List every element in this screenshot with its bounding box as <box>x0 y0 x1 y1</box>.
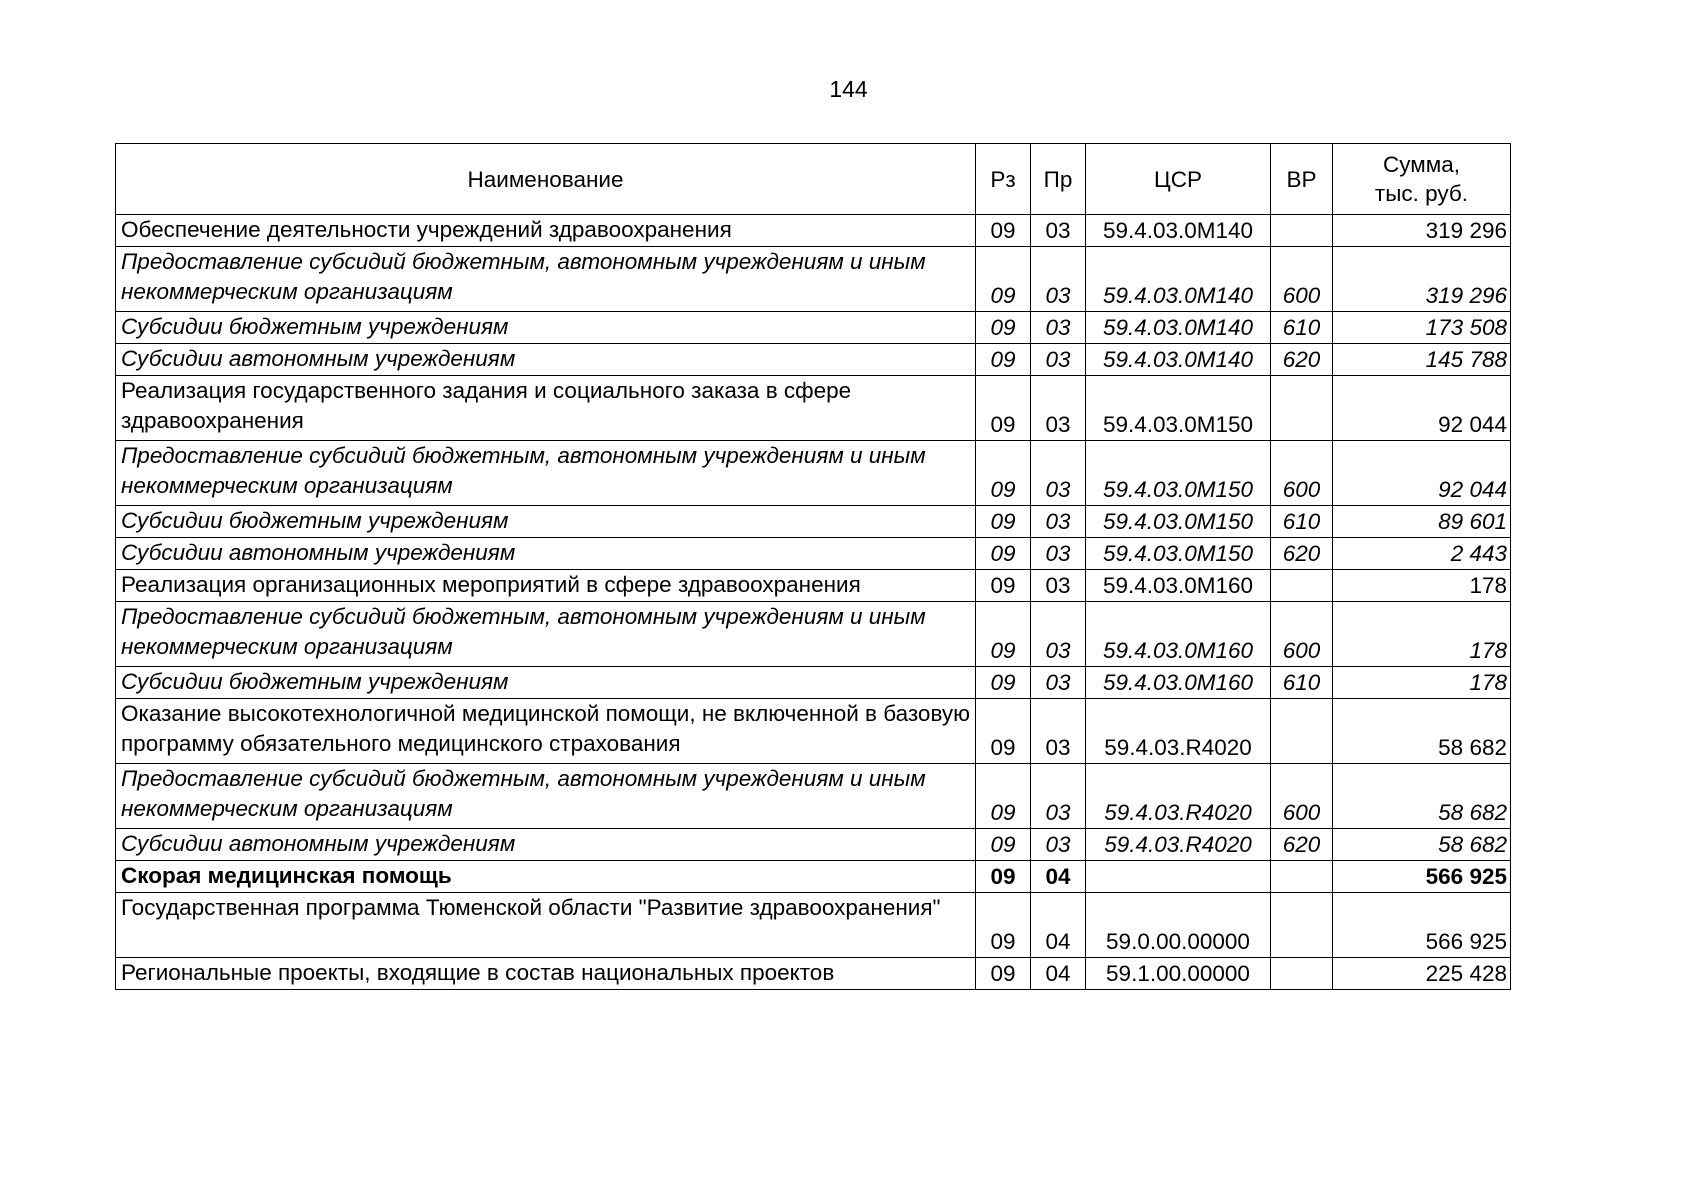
cell-csr: 59.4.03.0М150 <box>1086 441 1271 506</box>
cell-name: Субсидии бюджетным учреждениям <box>116 312 976 344</box>
cell-csr: 59.4.03.0М150 <box>1086 376 1271 441</box>
header-pr: Пр <box>1031 144 1086 215</box>
cell-pr: 03 <box>1031 506 1086 538</box>
cell-name: Субсидии бюджетным учреждениям <box>116 506 976 538</box>
cell-sum: 145 788 <box>1333 344 1511 376</box>
cell-sum: 319 296 <box>1333 247 1511 312</box>
cell-vr <box>1271 861 1333 893</box>
cell-rz: 09 <box>976 667 1031 699</box>
cell-pr: 03 <box>1031 667 1086 699</box>
table-row <box>116 376 1511 441</box>
table-row <box>116 764 1511 829</box>
cell-vr <box>1271 699 1333 764</box>
cell-pr: 03 <box>1031 570 1086 602</box>
cell-vr: 600 <box>1271 764 1333 829</box>
cell-pr: 04 <box>1031 893 1086 958</box>
cell-name: Субсидии автономным учреждениям <box>116 829 976 861</box>
table-row <box>116 667 1511 699</box>
header-sum-line1: Сумма, <box>1383 152 1460 177</box>
cell-pr: 03 <box>1031 602 1086 667</box>
cell-vr <box>1271 376 1333 441</box>
cell-sum: 319 296 <box>1333 215 1511 247</box>
cell-sum: 2 443 <box>1333 538 1511 570</box>
cell-csr: 59.4.03.0М140 <box>1086 312 1271 344</box>
table-row <box>116 312 1511 344</box>
cell-csr: 59.4.03.R4020 <box>1086 764 1271 829</box>
cell-pr: 03 <box>1031 376 1086 441</box>
cell-sum: 58 682 <box>1333 764 1511 829</box>
cell-name: Государственная программа Тюменской области "Развитие здравоохранения" <box>116 893 976 958</box>
table-row <box>116 538 1511 570</box>
cell-pr: 03 <box>1031 344 1086 376</box>
cell-pr: 03 <box>1031 829 1086 861</box>
cell-sum: 178 <box>1333 570 1511 602</box>
cell-pr: 04 <box>1031 958 1086 990</box>
table-row <box>116 699 1511 764</box>
cell-pr: 03 <box>1031 699 1086 764</box>
cell-vr: 620 <box>1271 344 1333 376</box>
cell-pr: 03 <box>1031 215 1086 247</box>
cell-vr <box>1271 958 1333 990</box>
cell-sum: 566 925 <box>1333 893 1511 958</box>
cell-name: Предоставление субсидий бюджетным, автономным учреждениям и иным некоммерческим организациям <box>116 602 976 667</box>
cell-vr: 610 <box>1271 506 1333 538</box>
header-row <box>116 144 1511 215</box>
cell-rz: 09 <box>976 215 1031 247</box>
cell-rz: 09 <box>976 602 1031 667</box>
cell-vr <box>1271 570 1333 602</box>
table-row <box>116 247 1511 312</box>
cell-csr: 59.4.03.0М150 <box>1086 506 1271 538</box>
cell-rz: 09 <box>976 538 1031 570</box>
cell-rz: 09 <box>976 506 1031 538</box>
header-vr: ВР <box>1271 144 1333 215</box>
cell-name: Оказание высокотехнологичной медицинской помощи, не включенной в базовую программу обязательного медицинского страхования <box>116 699 976 764</box>
cell-rz: 09 <box>976 344 1031 376</box>
cell-pr: 03 <box>1031 441 1086 506</box>
cell-rz: 09 <box>976 861 1031 893</box>
cell-vr <box>1271 893 1333 958</box>
cell-rz: 09 <box>976 312 1031 344</box>
cell-csr: 59.1.00.00000 <box>1086 958 1271 990</box>
cell-sum: 58 682 <box>1333 829 1511 861</box>
cell-sum: 58 682 <box>1333 699 1511 764</box>
cell-vr: 620 <box>1271 538 1333 570</box>
table-body <box>116 215 1511 990</box>
table-row <box>116 861 1511 893</box>
cell-csr: 59.4.03.R4020 <box>1086 829 1271 861</box>
cell-rz: 09 <box>976 247 1031 312</box>
cell-vr: 610 <box>1271 312 1333 344</box>
cell-sum: 89 601 <box>1333 506 1511 538</box>
table-row <box>116 570 1511 602</box>
cell-rz: 09 <box>976 829 1031 861</box>
cell-pr: 03 <box>1031 764 1086 829</box>
cell-csr: 59.0.00.00000 <box>1086 893 1271 958</box>
cell-rz: 09 <box>976 764 1031 829</box>
cell-csr: 59.4.03.R4020 <box>1086 699 1271 764</box>
cell-name: Субсидии автономным учреждениям <box>116 538 976 570</box>
table-row <box>116 506 1511 538</box>
cell-rz: 09 <box>976 570 1031 602</box>
cell-rz: 09 <box>976 699 1031 764</box>
header-name: Наименование <box>116 144 976 215</box>
cell-sum: 178 <box>1333 602 1511 667</box>
cell-vr <box>1271 215 1333 247</box>
cell-sum: 178 <box>1333 667 1511 699</box>
cell-name: Обеспечение деятельности учреждений здравоохранения <box>116 215 976 247</box>
cell-name: Реализация организационных мероприятий в сфере здравоохранения <box>116 570 976 602</box>
table-row <box>116 958 1511 990</box>
table-row <box>116 893 1511 958</box>
cell-name: Скорая медицинская помощь <box>116 861 976 893</box>
cell-csr: 59.4.03.0М140 <box>1086 247 1271 312</box>
cell-vr: 600 <box>1271 441 1333 506</box>
cell-pr: 03 <box>1031 538 1086 570</box>
cell-rz: 09 <box>976 893 1031 958</box>
cell-vr: 600 <box>1271 247 1333 312</box>
cell-name: Региональные проекты, входящие в состав национальных проектов <box>116 958 976 990</box>
table-row <box>116 344 1511 376</box>
table-row <box>116 215 1511 247</box>
cell-csr: 59.4.03.0М160 <box>1086 602 1271 667</box>
cell-name: Реализация государственного задания и социального заказа в сфере здравоохранения <box>116 376 976 441</box>
cell-name: Предоставление субсидий бюджетным, автономным учреждениям и иным некоммерческим организациям <box>116 247 976 312</box>
table-row <box>116 441 1511 506</box>
cell-vr: 620 <box>1271 829 1333 861</box>
cell-rz: 09 <box>976 958 1031 990</box>
cell-sum: 173 508 <box>1333 312 1511 344</box>
cell-sum: 225 428 <box>1333 958 1511 990</box>
cell-name: Предоставление субсидий бюджетным, автономным учреждениям и иным некоммерческим организациям <box>116 441 976 506</box>
cell-csr: 59.4.03.0М160 <box>1086 570 1271 602</box>
cell-name: Субсидии автономным учреждениям <box>116 344 976 376</box>
header-sum-line2: тыс. руб. <box>1374 181 1469 206</box>
cell-vr: 610 <box>1271 667 1333 699</box>
cell-sum: 92 044 <box>1333 376 1511 441</box>
header-csr: ЦСР <box>1086 144 1271 215</box>
cell-pr: 03 <box>1031 312 1086 344</box>
cell-pr: 03 <box>1031 247 1086 312</box>
cell-csr: 59.4.03.0М150 <box>1086 538 1271 570</box>
cell-csr: 59.4.03.0М140 <box>1086 215 1271 247</box>
cell-csr <box>1086 861 1271 893</box>
cell-sum: 566 925 <box>1333 861 1511 893</box>
cell-csr: 59.4.03.0М140 <box>1086 344 1271 376</box>
table-row <box>116 829 1511 861</box>
cell-pr: 04 <box>1031 861 1086 893</box>
cell-name: Субсидии бюджетным учреждениям <box>116 667 976 699</box>
table-row <box>116 602 1511 667</box>
cell-rz: 09 <box>976 376 1031 441</box>
cell-vr: 600 <box>1271 602 1333 667</box>
cell-rz: 09 <box>976 441 1031 506</box>
page-number: 144 <box>829 76 868 102</box>
header-sum <box>1333 144 1511 215</box>
cell-name: Предоставление субсидий бюджетным, автономным учреждениям и иным некоммерческим организациям <box>116 764 976 829</box>
cell-sum: 92 044 <box>1333 441 1511 506</box>
header-rz: Рз <box>976 144 1031 215</box>
budget-table <box>115 143 1511 990</box>
cell-csr: 59.4.03.0М160 <box>1086 667 1271 699</box>
